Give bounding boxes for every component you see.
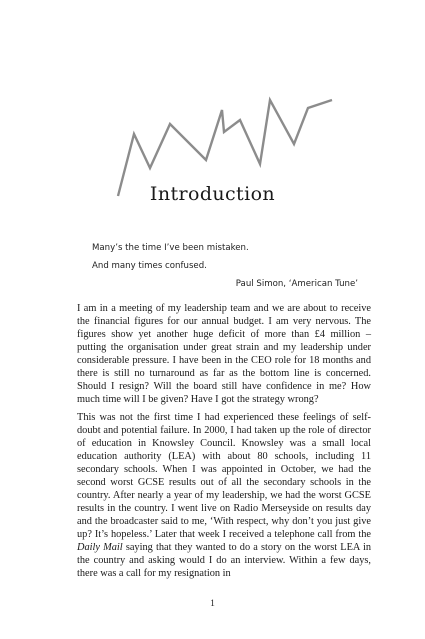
- epigraph-attribution: Paul Simon, ‘American Tune’: [235, 279, 358, 289]
- paragraph-text: saying that they wanted to do a story on the worst LEA in the country and asking would I do an interview. Within a few days, there was a call for my resignation in: [77, 542, 371, 579]
- epigraph-line: And many times confused.: [92, 261, 207, 271]
- body-text: [77, 302, 371, 585]
- paragraph: [77, 411, 371, 580]
- newspaper-title: Daily Mail: [77, 542, 123, 553]
- epigraph-line: Many’s the time I’ve been mistaken.: [92, 243, 249, 253]
- page-number: 1: [210, 599, 215, 609]
- paragraph-text: This was not the first time I had experienced these feelings of self-doubt and potential failure. In 2000, I had taken up the role of director of education in Knowsley Council. Knowsley was a small local education authority (LEA) with about 80 schools, including 11 secondary schools. When I was appointed in October, we had the second worst GCSE results out of all the secondary schools in the country. After nearly a year of my leadership, we had the worst GCSE results in the country. I went live on Radio Merseyside on results day and the broadcaster said to me, ‘With respect, why don’t you just give up? It’s hopeless.’ Later that week I received a telephone call from the: [77, 412, 371, 540]
- chapter-title: Introduction: [149, 183, 276, 205]
- epigraph: [92, 241, 358, 291]
- paragraph: I am in a meeting of my leadership team and we are about to receive the financial figures for our annual budget. I am very nervous. The figures show yet another huge deficit of more than £4 million – putting the organisation under great strain and my leadership under considerable pressure. I have been in the CEO role for 18 months and there is still no turnaround as far as the bottom line is concerned. Should I resign? Will the board still have confidence in me? How much time will I be given? Have I got the strategy wrong?: [77, 303, 371, 405]
